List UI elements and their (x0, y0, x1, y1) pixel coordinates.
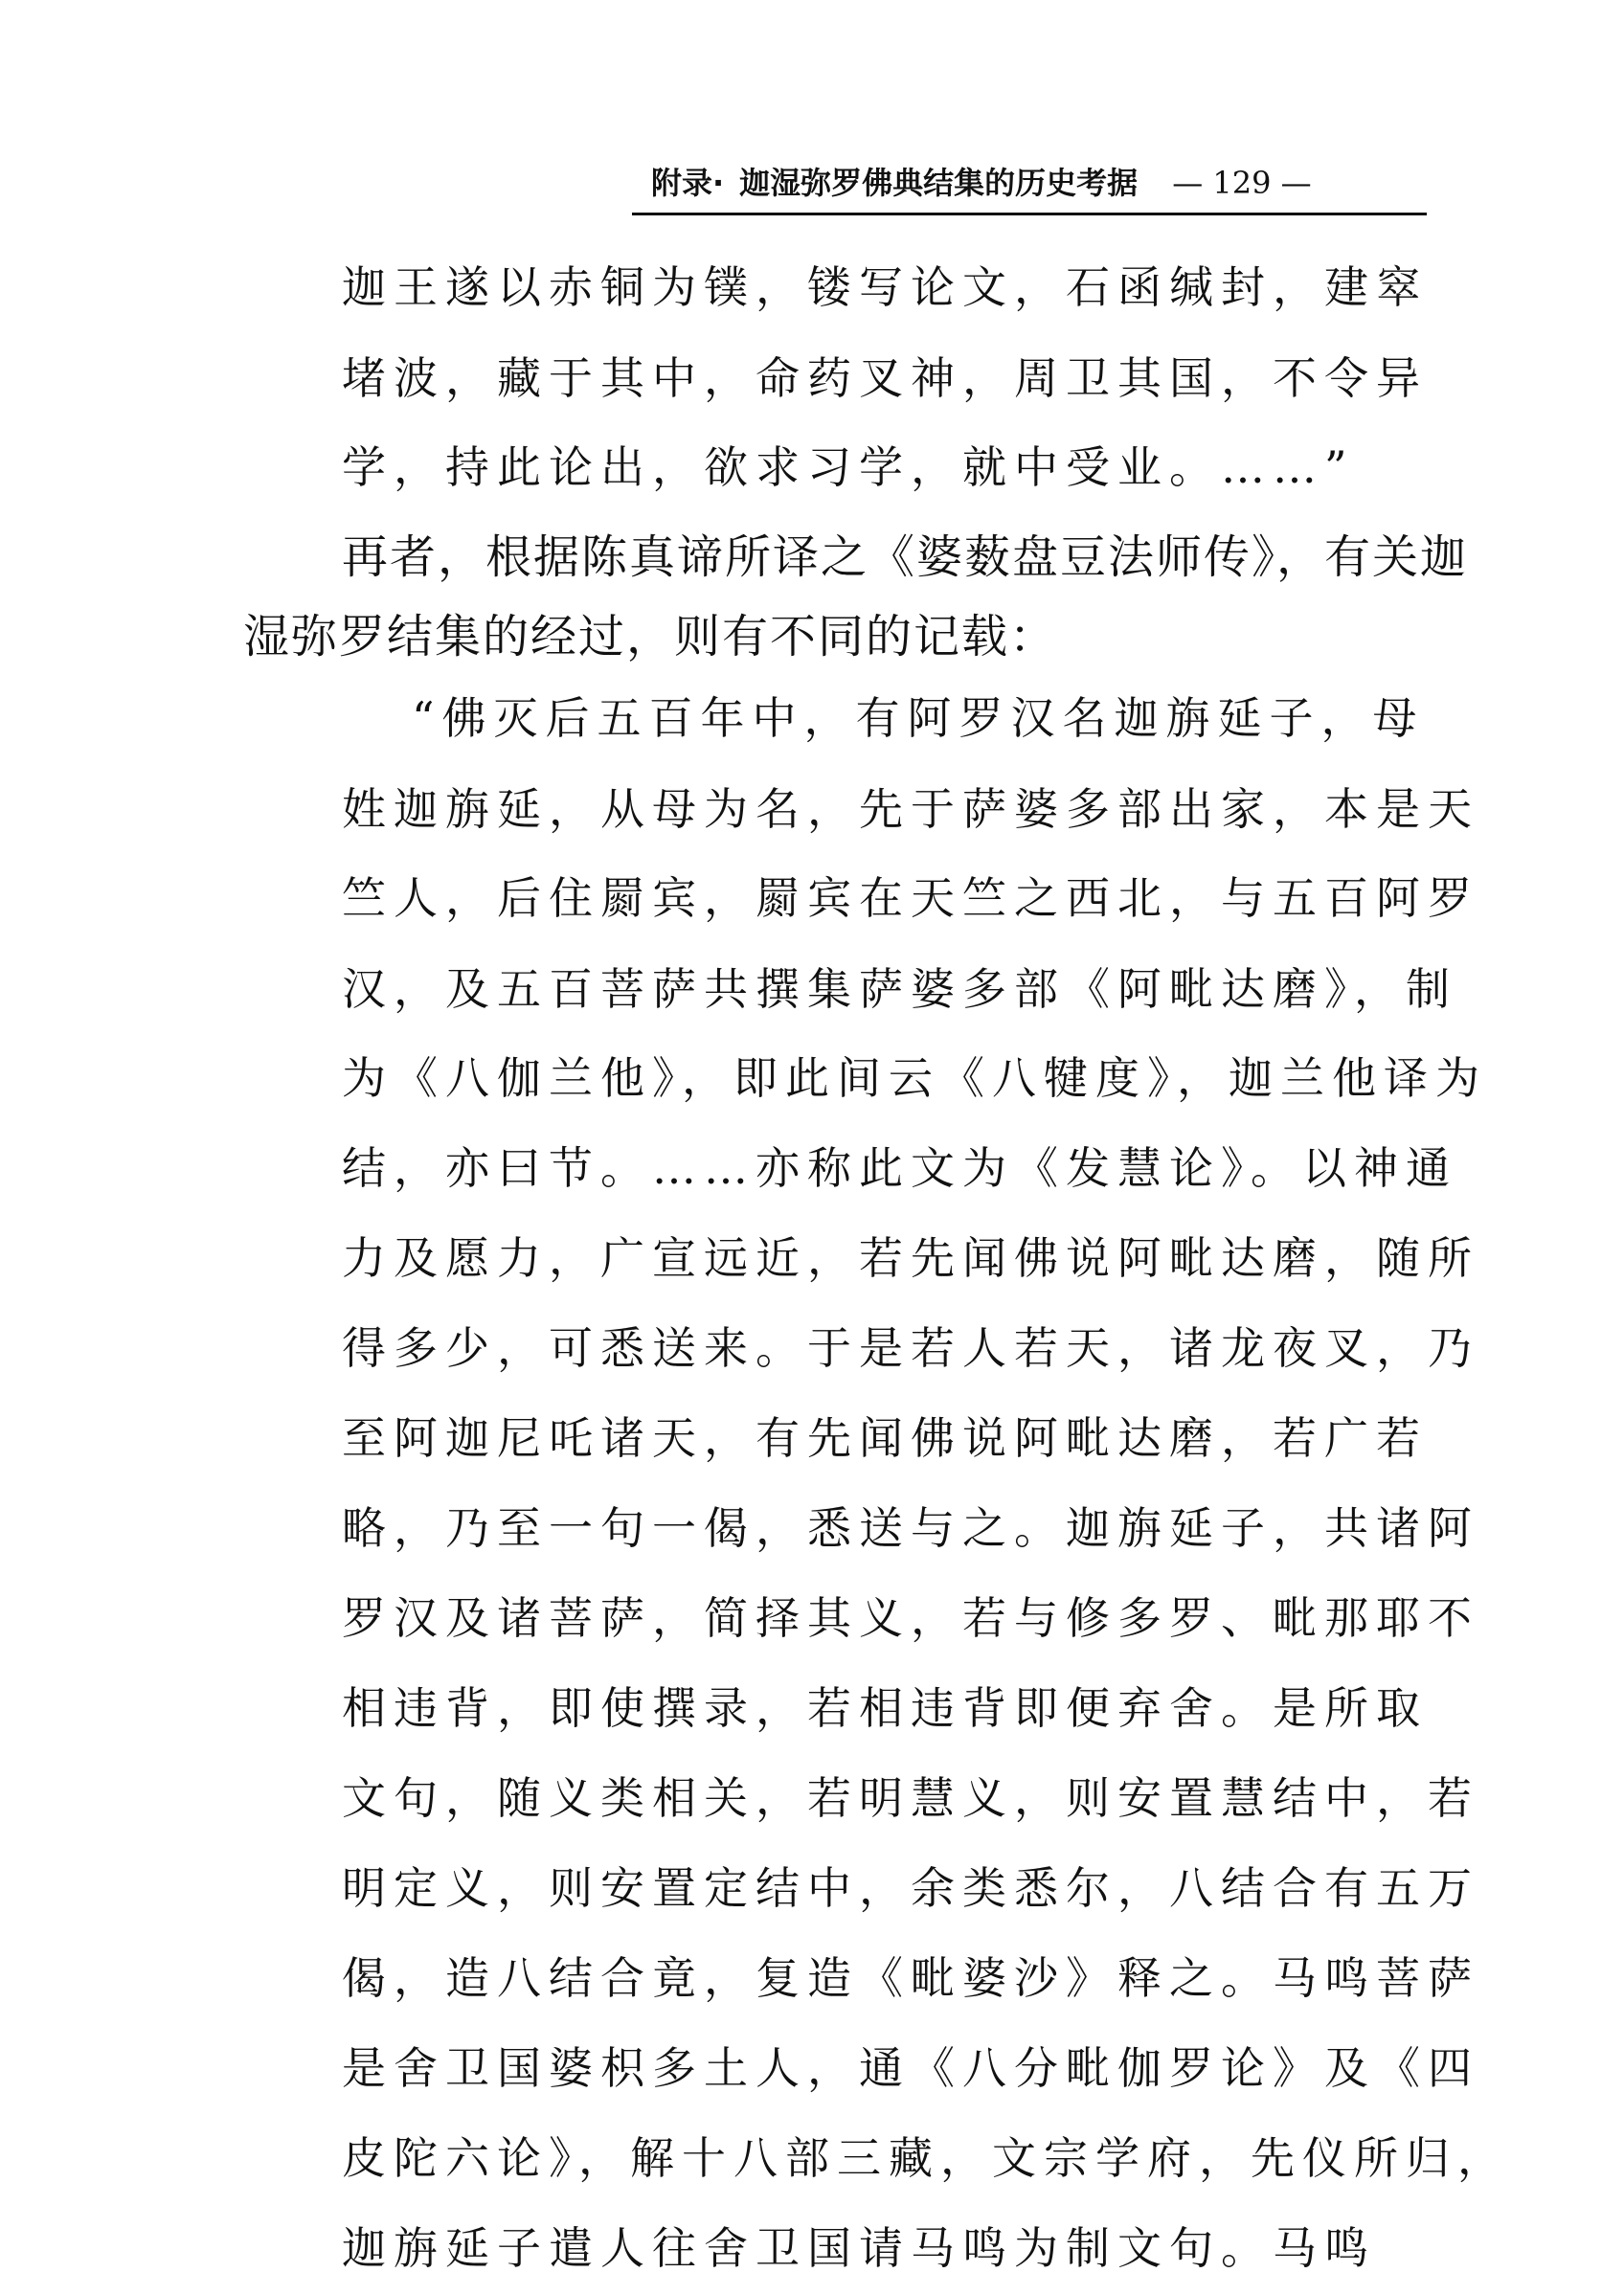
quote-line: 结，亦曰节。……亦称此文为《发慧论》。以神通 (342, 1142, 1457, 1194)
quote-line: 迦旃延子遣人往舍卫国请马鸣为制文句。马鸣 (342, 2222, 1376, 2274)
quote-line: 竺人，后住罽宾，罽宾在天竺之西北，与五百阿罗 (342, 872, 1479, 924)
quote-line: “佛灭后五百年中，有阿罗汉名迦旃延子，母 (412, 692, 1425, 744)
page-number: — 129 — (1172, 165, 1312, 201)
quote-line: 为《八伽兰他》，即此间云《八犍度》，迦兰他译为 (342, 1052, 1487, 1104)
quote-line: 迦王遂以赤铜为镤，镂写论文，石函缄封，建窣 (342, 261, 1428, 313)
quote-line: 得多少，可悉送来。于是若人若天，诸龙夜叉，乃 (342, 1322, 1479, 1374)
header-section-label: 附录· (651, 165, 725, 201)
header-chapter-title: 迦湿弥罗佛典结集的历史考据 (739, 165, 1139, 201)
quote-line: 偈，造八结合竟，复造《毗婆沙》释之。马鸣菩萨 (342, 1952, 1479, 2004)
quote-line: 明定义，则安置定结中，余类悉尔，八结合有五万 (342, 1862, 1479, 1914)
paragraph-line: 再者，根据陈真谛所译之《婆薮盘豆法师传》，有关迦 (342, 530, 1469, 584)
quote-line: 文句，随义类相关，若明慧义，则安置慧结中，若 (342, 1772, 1479, 1824)
quote-line: 汉，及五百菩萨共撰集萨婆多部《阿毗达磨》，制 (342, 963, 1457, 1015)
quote-line: 力及愿力，广宣远近，若先闻佛说阿毗达磨，随所 (342, 1232, 1479, 1284)
quote-line: 学，持此论出，欲求习学，就中受业。……” (342, 441, 1355, 493)
quote-line: 皮陀六论》，解十八部三藏，文宗学府，先仪所归， (342, 2132, 1509, 2184)
quote-line: 略，乃至一句一偈，悉送与之。迦旃延子，共诸阿 (342, 1502, 1479, 1554)
quote-line: 至阿迦尼吒诸天，有先闻佛说阿毗达磨，若广若 (342, 1412, 1428, 1464)
running-header (632, 161, 1427, 215)
quote-line: 是舍卫国婆枳多土人，通《八分毗伽罗论》及《四 (342, 2042, 1479, 2094)
paragraph-line: 湿弥罗结集的经过，则有不同的记载： (243, 610, 1058, 664)
quote-line: 姓迦旃延，从母为名，先于萨婆多部出家，本是天 (342, 783, 1479, 835)
quote-line: 罗汉及诸菩萨，简择其义，若与修多罗、毗那耶不 (342, 1592, 1479, 1644)
quote-line: 堵波，藏于其中，命药叉神，周卫其国，不令异 (342, 352, 1428, 404)
quote-line: 相违背，即使撰录，若相违背即便弃舍。是所取 (342, 1682, 1428, 1734)
